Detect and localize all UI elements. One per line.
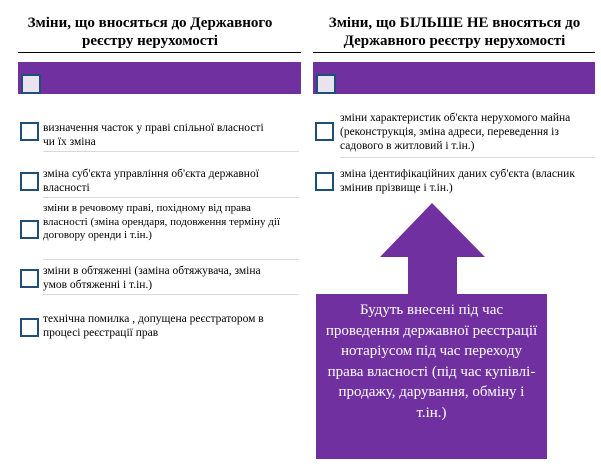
left-title-divider: [18, 52, 301, 53]
callout-text: Будуть внесені під час проведення державної реєстрації нотаріусом під час переходу права власності (під час купівлі-продажу, дарування, обміну і т.ін.): [325, 302, 538, 421]
list-item-text: зміни характеристик об'єкта нерухомого майна (реконструкція, зміна адреси, переведення із садового в житловий і т.ін.): [340, 112, 571, 152]
list-item-text: зміни в речовому праві, похідному від права власності (зміна орендаря, подовження терміну дії договору оренди і т.ін.): [43, 202, 281, 241]
list-item-divider: [43, 294, 299, 295]
checkbox-icon[interactable]: [20, 318, 39, 337]
list-item-divider: [43, 151, 299, 152]
right-column-title: Зміни, що БІЛЬШЕ НЕ вносяться до Державного реєстру нерухомості: [328, 15, 581, 49]
list-item-text: зміни в обтяженні (заміна обтяжувача, зміна умов обтяженні і т.ін.): [43, 265, 261, 291]
checkbox-icon[interactable]: [315, 122, 334, 141]
list-item-text: зміна суб'єкта управління об'єкта державної власності: [43, 168, 259, 194]
right-header-checkbox-icon[interactable]: [316, 74, 336, 94]
left-column-title: Зміни, що вносяться до Державного реєстру нерухомості: [27, 15, 273, 49]
list-item-text: технічна помилка , допущена реєстратором в процесі реєстрації прав: [43, 313, 264, 339]
list-item-divider: [340, 157, 595, 158]
list-item-divider: [43, 197, 299, 198]
right-header-bar: [313, 62, 595, 94]
checkbox-icon[interactable]: [20, 172, 39, 191]
checkbox-icon[interactable]: [20, 122, 39, 141]
list-item-text: зміна ідентифікаційних даних суб'єкта (власник змінив прізвище і т.ін.): [340, 168, 575, 194]
list-item-divider: [43, 259, 299, 260]
up-arrow-icon: [380, 203, 485, 296]
list-item-text: визначення часток у праві спільної власності чи їх зміна: [43, 122, 264, 148]
checkbox-icon[interactable]: [20, 269, 39, 288]
left-header-bar: [18, 62, 301, 94]
checkbox-icon[interactable]: [20, 220, 39, 239]
right-title-divider: [313, 52, 595, 53]
checkbox-icon[interactable]: [315, 172, 334, 191]
left-header-checkbox-icon[interactable]: [21, 74, 41, 94]
callout-box: [316, 294, 547, 459]
